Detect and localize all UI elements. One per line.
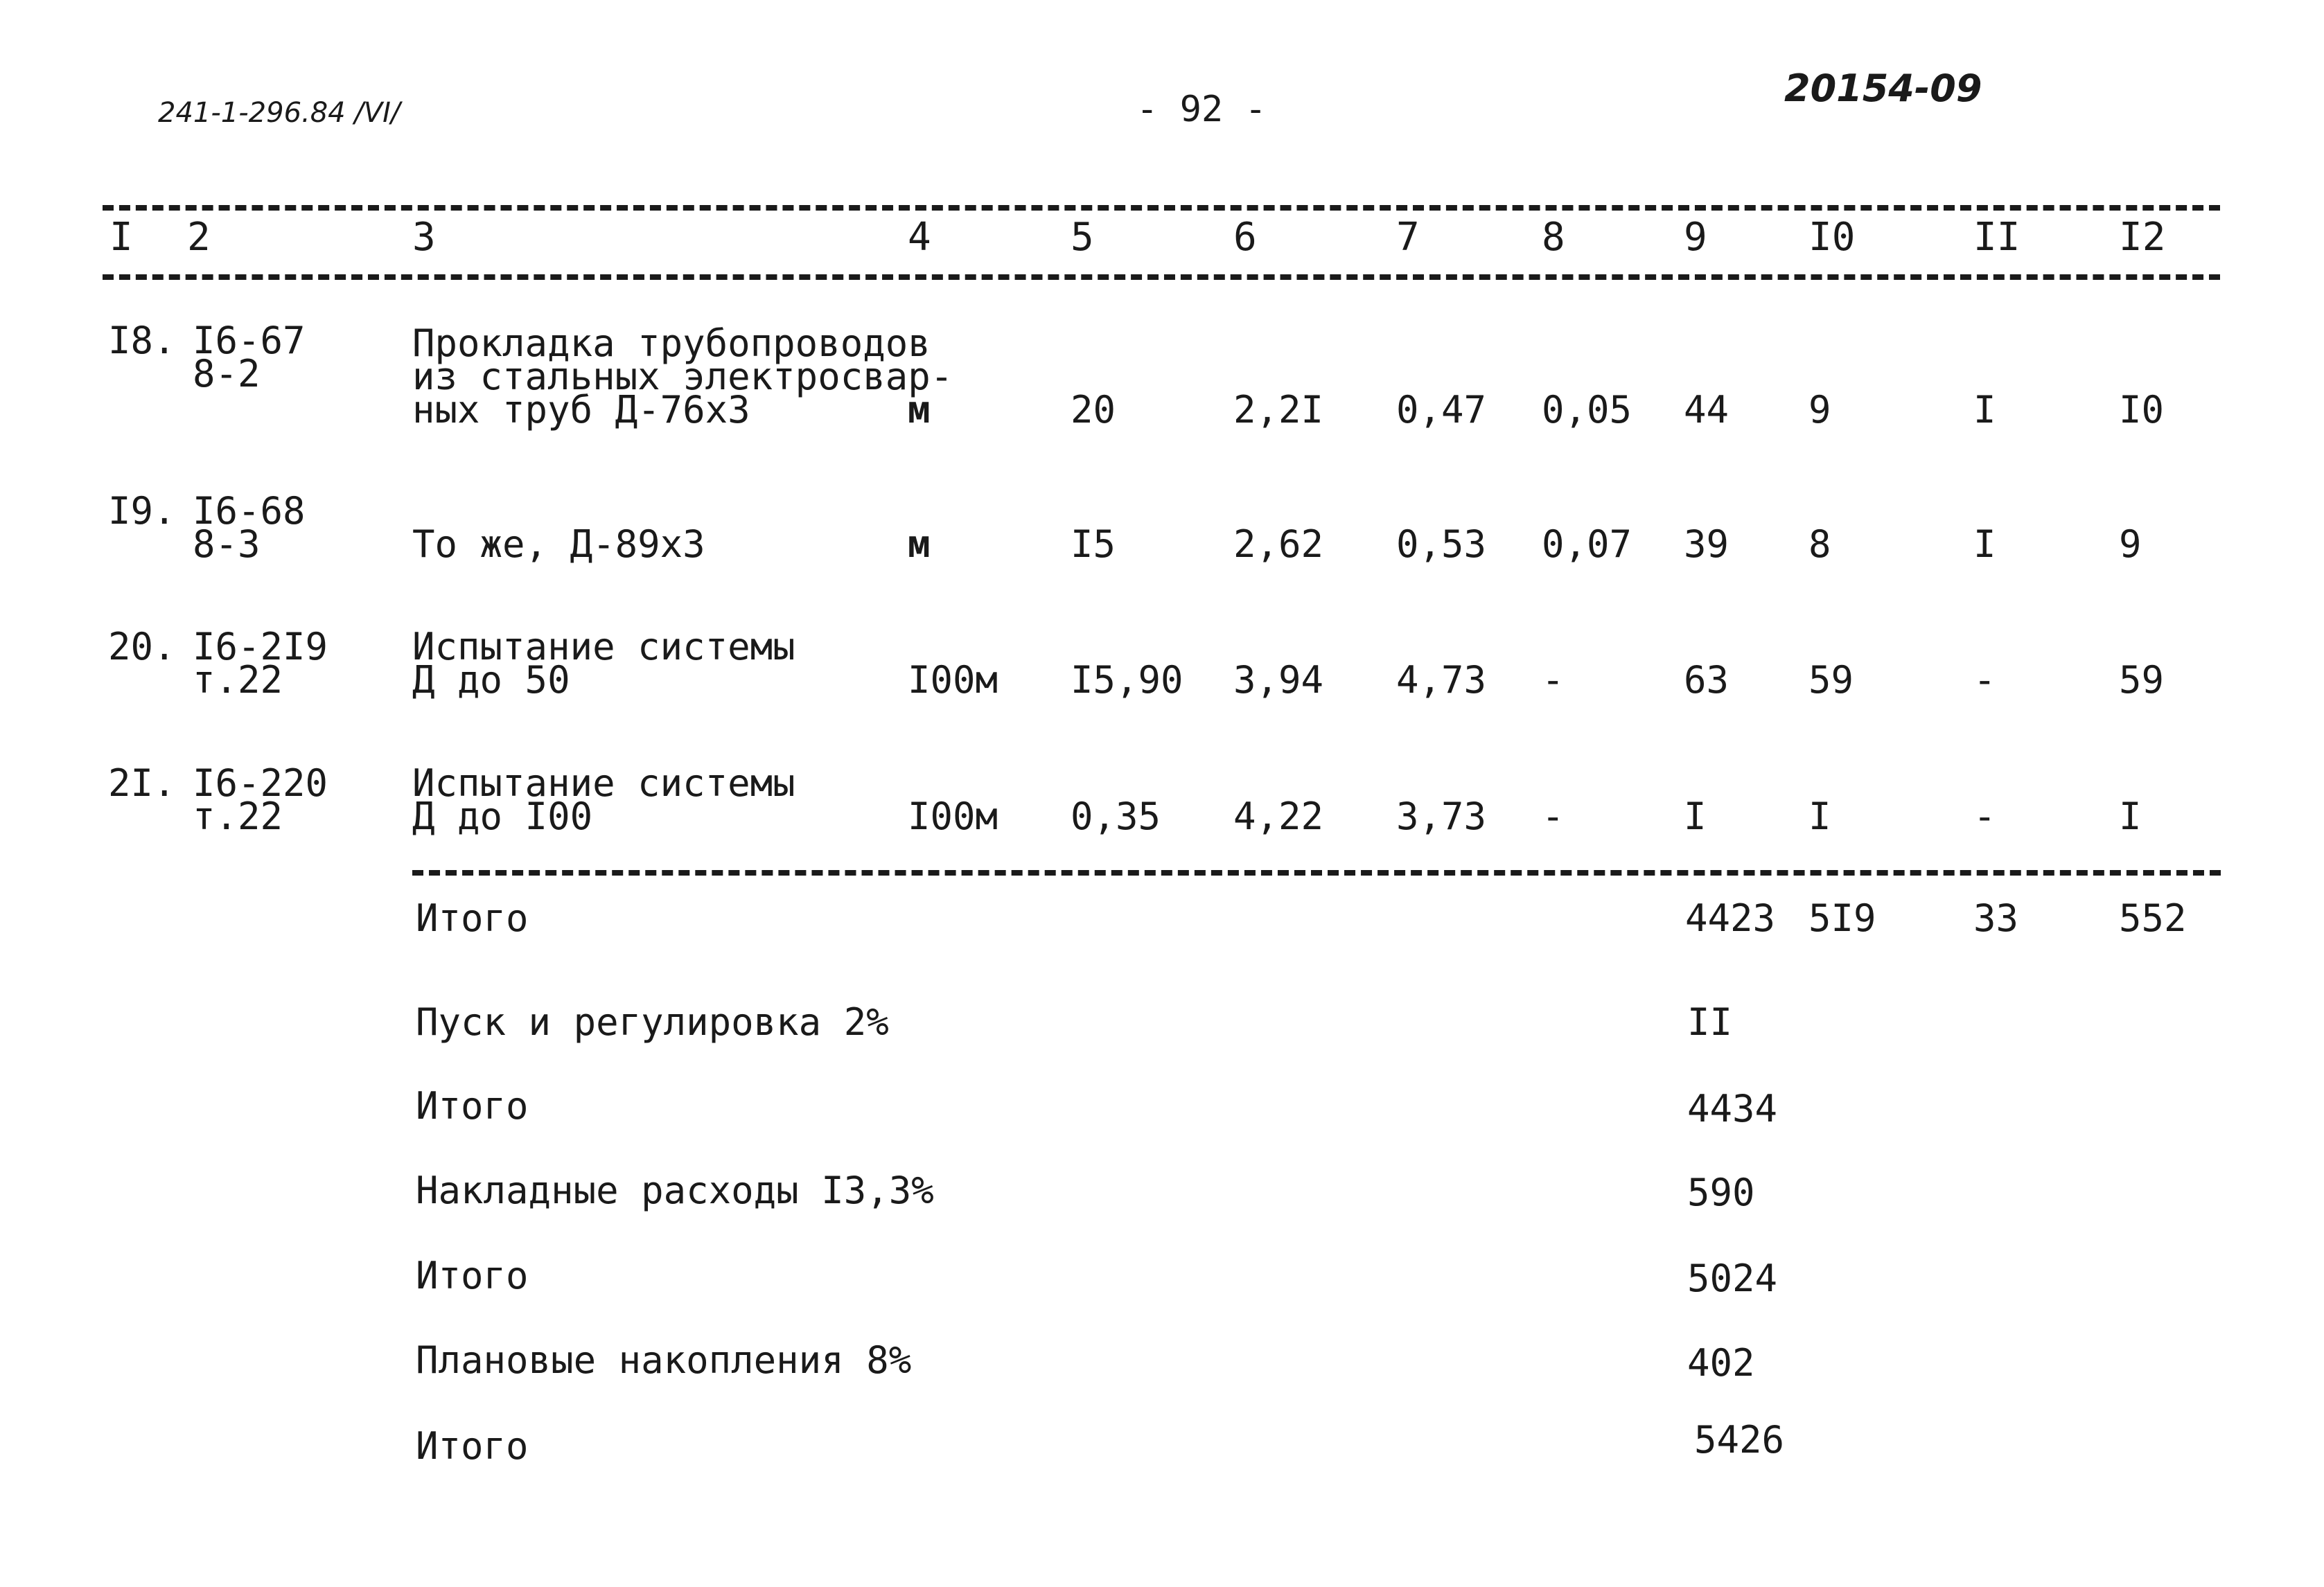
summary-label: Итого [416,1084,529,1128]
summary-col-12: 552 [2119,896,2187,940]
summary-label: Плановые накопления 8% [416,1338,912,1382]
row-qty: 0,35 [1071,795,1161,838]
row-col-12: 59 [2119,658,2165,702]
row-name: Прокладка трубопроводов [412,321,931,365]
column-header-12: I2 [2119,215,2166,260]
row-col-11: - [1973,658,1996,702]
row-col-11: - [1973,795,1996,838]
summary-col-9: 5426 [1694,1418,1785,1462]
column-header-2: 2 [187,215,211,260]
header-bottom-rule [103,274,2220,280]
row-col-6: 2,62 [1233,522,1324,566]
row-col-9: 63 [1684,658,1729,702]
row-code: т.22 [193,658,283,702]
summary-col-9: 4423 [1685,896,1776,940]
row-unit: м [908,522,931,566]
summary-label: Итого [416,896,529,940]
summary-label: Накладные расходы I3,3% [416,1169,934,1212]
page-number: - 92 - [1136,89,1267,130]
row-col-10: I [1808,795,1831,838]
summary-col-9: 5024 [1687,1257,1778,1300]
row-code: 8-2 [193,352,261,396]
row-col-10: 59 [1808,658,1854,702]
row-name: Испытание системы [412,761,795,805]
row-col-6: 2,2I [1233,388,1324,432]
row-name: Испытание системы [412,625,795,668]
row-col-6: 4,22 [1233,795,1324,838]
row-col-11: I [1973,388,1996,432]
summary-label: Итого [416,1424,529,1468]
row-col-9: 39 [1684,522,1729,566]
column-header-8: 8 [1542,215,1565,260]
row-col-12: I0 [2119,388,2165,432]
row-col-8: - [1542,658,1565,702]
summary-col-9: 4434 [1687,1087,1778,1131]
header-top-rule [103,205,2220,211]
summary-col-10: 5I9 [1808,896,1876,940]
row-col-10: 8 [1808,522,1831,566]
column-header-7: 7 [1396,215,1420,260]
row-number: 2I. [108,761,176,805]
row-name: Д до 50 [412,658,570,702]
row-unit: I00м [908,658,998,702]
summary-col-9: II [1687,1000,1733,1044]
column-header-10: I0 [1808,215,1856,260]
archive-number: 20154-09 [1784,67,1982,110]
row-col-9: I [1684,795,1707,838]
row-col-8: - [1542,795,1565,838]
row-number: I8. [108,319,176,362]
column-header-6: 6 [1233,215,1257,260]
row-col-7: 0,47 [1396,388,1487,432]
row-unit: I00м [908,795,998,838]
row-code: I6-2I9 [193,625,328,668]
row-code: 8-3 [193,522,261,566]
row-col-7: 4,73 [1396,658,1487,702]
column-header-4: 4 [908,215,931,260]
row-code: I6-67 [193,319,306,362]
summary-col-11: 33 [1973,896,2019,940]
row-col-12: I [2119,795,2142,838]
row-name: Д до I00 [412,795,593,838]
row-col-8: 0,05 [1542,388,1632,432]
row-number: I9. [108,489,176,533]
summary-col-9: 590 [1687,1171,1755,1214]
row-name: из стальных электросвар- [412,355,953,398]
row-name: То же, Д-89х3 [412,522,705,566]
summary-label: Пуск и регулировка 2% [416,1000,889,1044]
row-code: I6-68 [193,489,306,533]
summary-label: Итого [416,1254,529,1297]
column-header-9: 9 [1684,215,1707,260]
row-col-11: I [1973,522,1996,566]
column-header-1: I [109,215,133,260]
column-header-5: 5 [1071,215,1094,260]
row-col-7: 3,73 [1396,795,1487,838]
row-name: ных труб Д-76х3 [412,388,750,432]
document-code: 241-1-296.84 /VI/ [158,97,400,129]
row-qty: I5,90 [1071,658,1183,702]
row-number: 20. [108,625,176,668]
row-unit: м [908,388,931,432]
row-col-8: 0,07 [1542,522,1632,566]
summary-col-9: 402 [1687,1341,1755,1385]
row-code: I6-220 [193,761,328,805]
totals-rule [412,870,2221,876]
row-col-10: 9 [1808,388,1831,432]
row-col-7: 0,53 [1396,522,1487,566]
row-col-6: 3,94 [1233,658,1324,702]
column-header-3: 3 [412,215,436,260]
row-code: т.22 [193,795,283,838]
row-col-12: 9 [2119,522,2142,566]
row-qty: 20 [1071,388,1116,432]
column-header-11: II [1973,215,2021,260]
row-qty: I5 [1071,522,1116,566]
row-col-9: 44 [1684,388,1729,432]
